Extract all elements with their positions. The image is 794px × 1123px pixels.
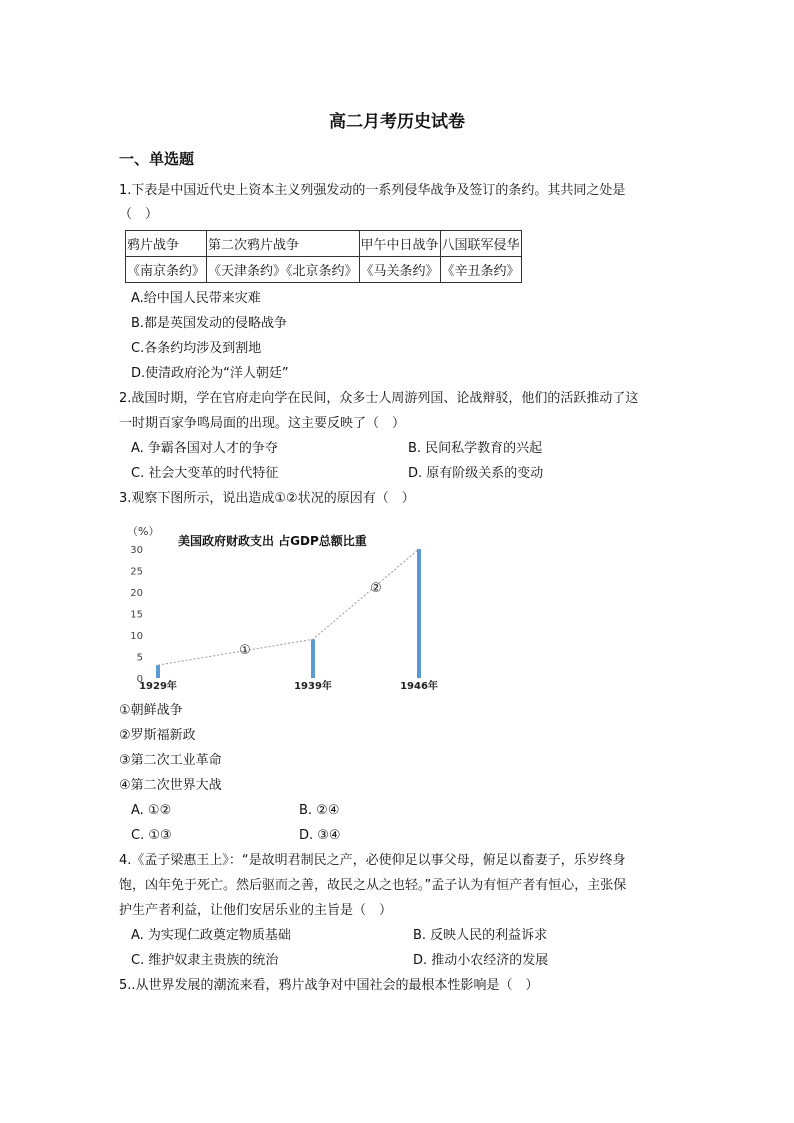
chart-bar — [156, 665, 160, 678]
q3-item-4: ④第二次世界大战 — [119, 778, 222, 793]
chart-xtick-label: 1946年 — [400, 681, 438, 692]
chart-ytick-label: 0 — [136, 674, 143, 685]
q4-option-d[interactable]: D. 推动小农经济的发展 — [413, 953, 549, 968]
q2-option-b[interactable]: B. 民间私学教育的兴起 — [408, 441, 543, 456]
chart-ytick-label: 20 — [130, 588, 143, 599]
q2-stem-line2: 一时期百家争鸣局面的出现。这主要反映了（ ） — [119, 416, 406, 431]
q4-option-c[interactable]: C. 维护奴隶主贵族的统治 — [131, 953, 279, 968]
q3-option-a[interactable]: A. ①② — [131, 803, 172, 818]
q3-option-d[interactable]: D. ③④ — [299, 828, 341, 843]
chart-ylabel: （%） — [127, 525, 160, 538]
q4-option-a[interactable]: A. 为实现仁政奠定物质基础 — [131, 928, 291, 943]
q1-option-b[interactable]: B.都是英国发动的侵略战争 — [131, 316, 288, 331]
table-cell: 甲午中日战争 — [359, 231, 440, 257]
q2-stem-line1: 2.战国时期，学在官府走向学在民间，众多士人周游列国、论战辩驳，他们的活跃推动了这 — [119, 391, 639, 406]
q1-table-row-treaties — [126, 257, 522, 283]
table-cell: 《马关条约》 — [359, 257, 440, 283]
q1-stem-line1: 1.下表是中国近代史上资本主义列强发动的一系列侵华战争及签订的条约。其共同之处是 — [119, 183, 626, 198]
chart-ytick-label: 30 — [130, 545, 143, 556]
q3-option-b[interactable]: B. ②④ — [299, 803, 340, 818]
page-title: 高二月考历史试卷 — [329, 112, 465, 132]
q4-stem-line1: 4.《孟子梁惠王上》：“是故明君制民之产，必使仰足以事父母，俯足以畜妻子，乐岁终身 — [119, 853, 626, 868]
chart-title: 美国政府财政支出 占GDP总额比重 — [178, 534, 367, 548]
q3-item-2: ②罗斯福新政 — [119, 728, 196, 743]
chart-xtick-label: 1929年 — [139, 681, 177, 692]
table-cell: 《天津条约》《北京条约》 — [207, 257, 360, 283]
chart-xtick-label: 1939年 — [294, 681, 332, 692]
q4-stem-line2: 饱，凶年免于死亡。然后驱而之善，故民之从之也轻。”孟子认为有恒产者有恒心，主张保 — [119, 878, 627, 893]
section-heading: 一、单选题 — [119, 150, 195, 168]
q3-option-c[interactable]: C. ①③ — [131, 828, 172, 843]
q1-table — [125, 230, 522, 283]
q1-option-d[interactable]: D.使清政府沦为“洋人朝廷” — [131, 366, 289, 381]
table-cell: 八国联军侵华 — [440, 231, 521, 257]
q4-stem-line3: 护生产者利益，让他们安居乐业的主旨是（ ） — [119, 903, 393, 918]
q1-stem-line2: （ ） — [119, 207, 159, 222]
q2-option-a[interactable]: A. 争霸各国对人才的争夺 — [131, 441, 278, 456]
table-cell: 第二次鸦片战争 — [207, 231, 360, 257]
q3-item-3: ③第二次工业革命 — [119, 753, 222, 768]
q2-option-c[interactable]: C. 社会大变革的时代特征 — [131, 466, 279, 481]
q3-item-1: ①朝鲜战争 — [119, 703, 183, 718]
q1-option-a[interactable]: A.给中国人民带来灾难 — [131, 291, 261, 306]
q1-option-c[interactable]: C.各条约均涉及到割地 — [131, 341, 262, 356]
chart-annotation: ② — [370, 581, 382, 596]
chart-trend-line — [158, 549, 419, 665]
chart-ytick-label: 10 — [130, 631, 143, 642]
q3-chart — [119, 518, 459, 698]
table-cell: 鸦片战争 — [126, 231, 207, 257]
chart-bar — [311, 639, 315, 678]
q2-option-d[interactable]: D. 原有阶级关系的变动 — [408, 466, 544, 481]
q5-stem: 5..从世界发展的潮流来看，鸦片战争对中国社会的最根本性影响是（ ） — [119, 978, 539, 993]
chart-bar — [417, 549, 421, 678]
q4-option-b[interactable]: B. 反映人民的利益诉求 — [413, 928, 548, 943]
chart-annotation: ① — [239, 643, 251, 658]
q3-stem: 3.观察下图所示，说出造成①②状况的原因有（ ） — [119, 491, 415, 506]
chart-ytick-label: 15 — [130, 609, 143, 621]
table-cell: 《辛丑条约》 — [440, 257, 521, 283]
table-cell: 《南京条约》 — [126, 257, 207, 283]
chart-ytick-label: 25 — [130, 566, 143, 578]
chart-ytick-label: 5 — [136, 652, 143, 664]
q1-table-row-wars — [126, 231, 522, 257]
